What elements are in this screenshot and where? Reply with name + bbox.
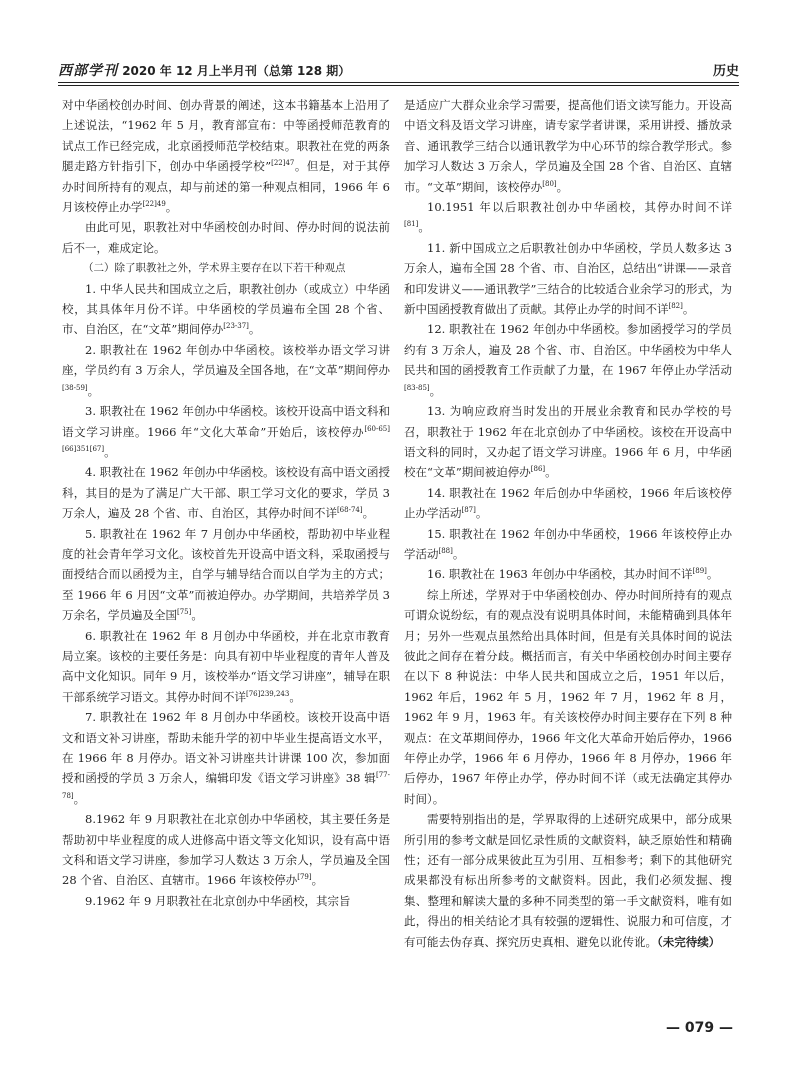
paragraph	[62, 809, 390, 891]
paragraph-text: 4. 职教社在 1962 年创办中华函校。该校设有高中语文函授科，其目的是为了满足广大干部、职工学习文化的要求，学员 3 万余人，遍及 28 个省、市、自治区，其停办时间不详	[62, 465, 390, 521]
paragraph	[404, 809, 732, 952]
paragraph-text: 。	[556, 179, 569, 194]
section-title: 历史	[712, 64, 739, 79]
journal-logo: 西部学刊	[58, 63, 118, 79]
paragraph-text: 12. 职教社在 1962 年创办中华函校。参加函授学习的学员约有 3 万余人，遍及 28 个省、市、自治区。中华函校为中华人民共和国的函授教育工作贡献了力量，在 1967 年停止办学活动	[404, 322, 732, 378]
paragraph	[62, 462, 390, 523]
paragraph-text: 。	[311, 873, 324, 888]
citation-ref: [81]	[404, 220, 419, 229]
citation-ref: [88]	[438, 547, 453, 556]
paragraph-text: 。	[289, 689, 301, 704]
citation-ref: [77-78]	[62, 771, 390, 800]
paragraph	[404, 483, 732, 524]
citation-ref: [38-59]	[62, 383, 88, 392]
citation-ref: [23-37]	[223, 322, 249, 331]
paragraph-text: 15. 职教社在 1962 年创办中华函校，1966 年该校停止办学活动	[404, 526, 732, 561]
paragraph-text: 。	[452, 546, 465, 561]
paragraph	[62, 524, 390, 626]
citation-ref: [22]47	[271, 159, 295, 168]
citation-ref: [75]	[177, 608, 192, 617]
paragraph	[404, 95, 732, 197]
issue-info: 2020 年 12 月上半月刊（总第 128 期）	[122, 64, 351, 78]
citation-ref: [83-85]	[404, 383, 430, 392]
paragraph-text: 。	[248, 322, 261, 337]
citation-ref: [89]	[692, 567, 707, 576]
citation-ref: [87]	[461, 506, 476, 515]
paragraph	[404, 401, 732, 483]
citation-ref: [68-74]	[336, 506, 363, 515]
citation-ref: [80]	[542, 179, 557, 188]
paragraph	[404, 197, 732, 238]
paragraph-text: 7. 职教社在 1962 年 8 月创办中华函校。该校开设高中语文和语文补习讲座，帮助未能升学的初中毕业生提高语文水平，在 1966 年 8 月停办。语文补习讲座共计讲课 100 次，参加面授和函授的学员 3 万余人，编辑印发《语文学习讲座》38 辑	[62, 710, 390, 786]
paragraph-text: 。	[191, 608, 203, 623]
paragraph-text: 。	[73, 791, 86, 806]
paragraph	[404, 524, 732, 565]
paragraph-text: 。	[429, 383, 442, 398]
paragraph	[62, 279, 390, 340]
paragraph-text: 对中华函校创办时间、创办背景的阐述，这本书籍基本上沿用了上述说法，“1962 年 5 月，教育部宣布：中等函授师范教育的试点工作已经完成，北京函授师范学校结束。职教社在党的两条腿走路方针指引下，创办中华函授学校”	[62, 98, 390, 174]
page-number: — 079 —	[666, 1020, 733, 1036]
citation-ref: [60-65][66]351[67]	[62, 424, 390, 454]
paragraph-text: （二）除了职教社之外，学术界主要存在以下若干种观点	[83, 262, 346, 275]
paragraph-text: 11. 新中国成立之后职教社创办中华函校，学员人数多达 3 万余人，遍布全国 28 个省、市、自治区，总结出“讲课——录音和印发讲义——通讯教学”三结合的比较适合业余学习的形式，为新中国函授教育做出了贡献。其停止办学的时间不详	[404, 240, 732, 317]
paragraph-text: 2. 职教社在 1962 年创办中华函校。该校举办语文学习讲座，学员约有 3 万余人，学员遍及全国各地，在“文革”期间停办	[62, 342, 390, 378]
paragraph	[62, 707, 390, 809]
paragraph-text: （未完待续）	[657, 934, 721, 949]
paragraph	[404, 319, 732, 401]
paragraph-text: 9.1962 年 9 月职教社在北京创办中华函校，其宗旨	[85, 893, 351, 908]
journal-info	[58, 60, 350, 80]
citation-ref: [82]	[668, 302, 683, 311]
left-column	[62, 95, 390, 911]
paragraph	[404, 585, 732, 809]
paragraph-text: 。	[545, 465, 557, 480]
paragraph-text: 13. 为响应政府当时发出的开展业余教育和民办学校的号召，职教社于 1962 年在北京创办了中华函校。该校在开设高中语文科的同时，又办起了语文学习讲座。1966 年 6 月，中华函校在“文革”期间被迫停办	[404, 404, 732, 480]
paragraph-text: 。但是，对于其停办时间所持有的观点，却与前述的第一种观点相同，1966 年 6 月该校停止办学	[62, 159, 390, 215]
paragraph-text: 5. 职教社在 1962 年 7 月创办中华函校，帮助初中毕业程度的社会青年学习文化。该校首先开设高中语文科，采取函授与面授结合而以函授为主，自学与辅导结合而以自学为主的方式；至 1966 年 6 月因“文革”而被迫停办。办学期间，共培养学员 3 万余名，学员遍及全国	[62, 526, 390, 623]
paragraph	[62, 401, 390, 462]
paragraph-text: 。	[475, 506, 488, 521]
paragraph-text: 。	[165, 200, 178, 215]
header-rule-thin	[58, 85, 739, 86]
paragraph-text: 综上所述，学界对于中华函校创办、停办时间所持有的观点可谓众说纷纭，有的观点没有说明具体时间，未能精确到具体年月；另外一些观点虽然给出具体时间，但是有关具体时间的说法彼此之间存在着分歧。概括而言，有关中华函校创办时间主要存在以下 8 种说法：中华人民共和国成立之后，1951 年以后，1962 年后，1962 年 5 月，1962 年 7 月，1962 年 8 月，1962 年 9 月，1963 年。有关该校停办时间主要存在下列 8 种观点：在文革期间停办，1966 年文化大革命开始后停办，1966 年停止办学，1966 年 6 月停办，1966 年 8 月停办，1966 年后停办，1967 年停止办学，停办时间不详（或无法确定其停办时间）。	[404, 587, 732, 806]
paragraph	[404, 564, 732, 584]
citation-ref: [86]	[530, 465, 546, 474]
paragraph-text: 。	[682, 302, 695, 317]
right-column	[404, 95, 732, 952]
paragraph	[62, 217, 390, 258]
paragraph-text: 10.1951 年以后职教社创办中华函校，其停办时间不详	[427, 200, 732, 215]
paragraph-text: 8.1962 年 9 月职教社在北京创办中华函校，其主要任务是帮助初中毕业程度的成人进修高中语文等文化知识，设有高中语文科和语文学习讲座，参加学习人数达 3 万余人，学员遍及全国 28 个省、自治区、直辖市。1966 年该校停办	[62, 812, 390, 888]
citation-ref: [22]49	[142, 200, 166, 209]
header-rule	[58, 82, 739, 83]
paragraph-text: 。	[362, 506, 375, 521]
paragraph	[62, 891, 390, 911]
page-header	[58, 60, 739, 82]
paragraph	[404, 238, 732, 320]
paragraph-text: 。	[104, 444, 116, 459]
paragraph-text: 需要特别指出的是，学界取得的上述研究成果中，部分成果所引用的参考文献是回忆录性质的文献资料，缺乏原始性和精确性；还有一部分成果彼此互为引用、互相参考；剩下的其他研究成果都没有标出所参考的文献资料。因此，我们必须发掘、搜集、整理和解读大量的多种不同类型的第一手文献资料，唯有如此，得出的相关结论才具有较强的逻辑性、说服力和可信度，才有可能去伪存真、探究历史真相、避免以讹传讹。	[404, 812, 732, 949]
paragraph-text: 。	[87, 383, 100, 398]
paragraph-text: 6. 职教社在 1962 年 8 月创办中华函校，并在北京市教育局立案。该校的主要任务是：向具有初中毕业程度的青年人普及高中文化知识。同年 9 月，该校举办“语文学习讲座”，辅导在职干部系统学习语文。其停办时间不详	[62, 628, 390, 704]
citation-ref: [79]	[297, 873, 312, 882]
paragraph	[62, 258, 390, 278]
paragraph	[62, 340, 390, 401]
paragraph-text: 1. 中华人民共和国成立之后，职教社创办（或成立）中华函校，其具体年月份不详。中华函校的学员遍布全国 28 个省、市、自治区，在“文革”期间停办	[62, 281, 390, 337]
paragraph-text: 16. 职教社在 1963 年创办中华函校，其办时间不详	[427, 567, 693, 582]
paragraph-text: 。	[706, 567, 719, 582]
paragraph	[62, 95, 390, 217]
paragraph-text: 14. 职教社在 1962 年后创办中华函校，1966 年后该校停止办学活动	[404, 485, 732, 521]
paragraph-text: 3. 职教社在 1962 年创办中华函校。该校开设高中语文科和语文学习讲座。1966 年“文化大革命”开始后，该校停办	[62, 404, 390, 439]
citation-ref: [76]239,243	[246, 689, 290, 698]
paragraph-text: 由此可见，职教社对中华函校创办时间、停办时间的说法前后不一，难成定论。	[62, 220, 390, 255]
paragraph	[62, 626, 390, 708]
paragraph-text: 。	[418, 220, 430, 235]
paragraph-text: 是适应广大群众业余学习需要，提高他们语文读写能力。开设高中语文科及语文学习讲座，请专家学者讲课，采用讲授、播放录音、通讯教学三结合以通讯教学为中心环节的综合教学形式。参加学习人数达 3 万余人，学员遍及全国 28 个省、自治区、直辖市。“文革”期间，该校停办	[404, 98, 732, 194]
